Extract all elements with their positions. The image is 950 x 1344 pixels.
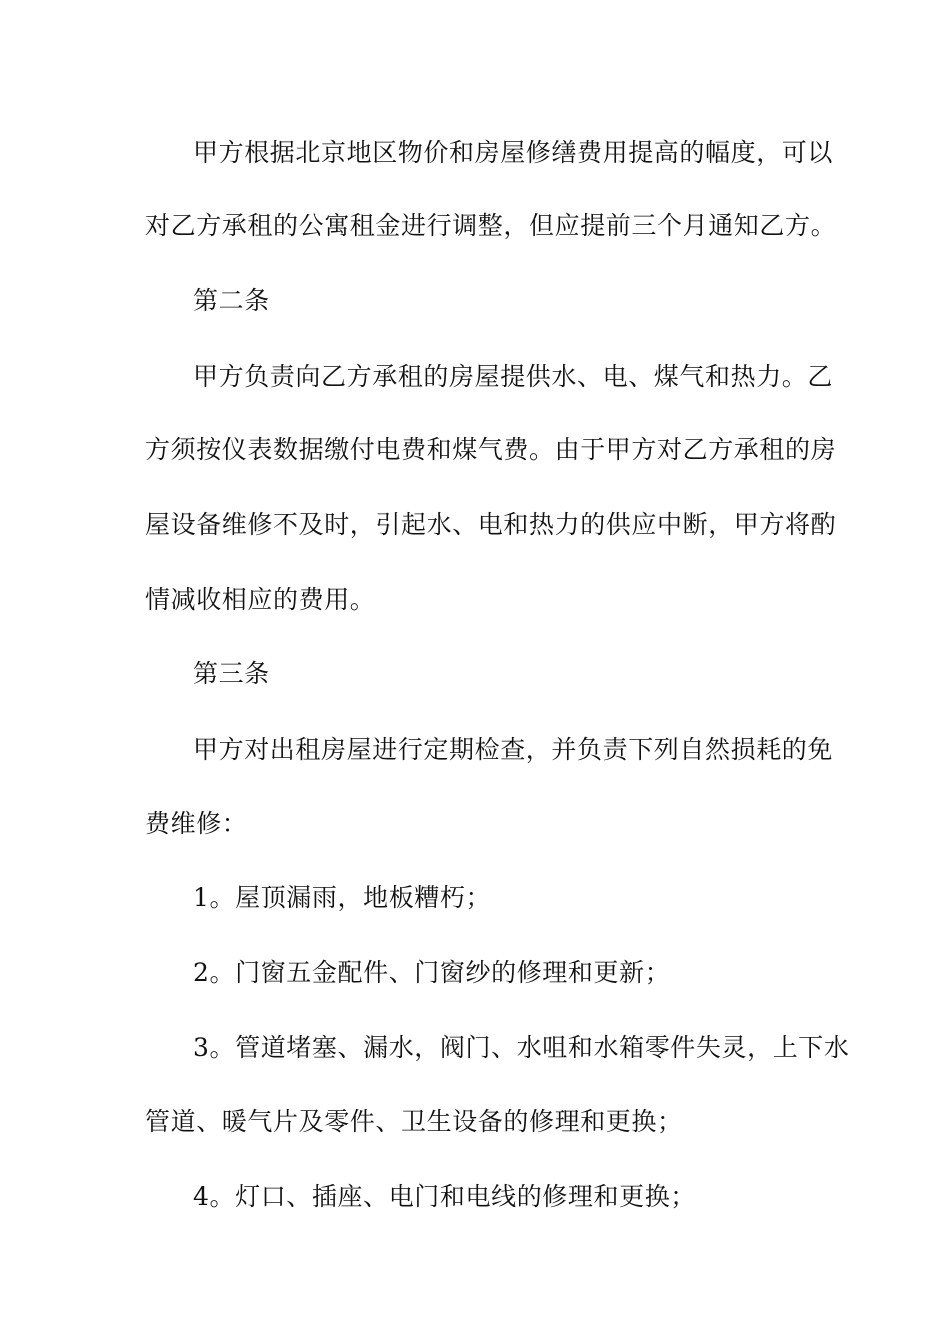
list-item-1: 1。屋顶漏雨，地板糟朽； <box>193 883 492 912</box>
paragraph-utilities-line-3: 屋设备维修不及时，引起水、电和热力的供应中断，甲方将酌 <box>145 510 837 539</box>
list-item-2: 2。门窗五金配件、门窗纱的修理和更新； <box>193 958 671 987</box>
list-item-3-line-1: 3。管道堵塞、漏水，阀门、水咀和水箱零件失灵，上下水 <box>193 1033 850 1062</box>
paragraph-maintenance-line-2: 费维修： <box>145 809 248 838</box>
article-heading-3: 第三条 <box>193 659 270 688</box>
paragraph-maintenance-line-1: 甲方对出租房屋进行定期检查，并负责下列自然损耗的免 <box>193 735 834 764</box>
paragraph-utilities-line-1: 甲方负责向乙方承租的房屋提供水、电、煤气和热力。乙 <box>193 362 834 391</box>
list-item-4: 4。灯口、插座、电门和电线的修理和更换； <box>193 1182 696 1211</box>
paragraph-rent-adjustment-line-1: 甲方根据北京地区物价和房屋修缮费用提高的幅度，可以 <box>193 138 834 167</box>
paragraph-utilities-line-4: 情减收相应的费用。 <box>145 585 376 614</box>
article-heading-2: 第二条 <box>193 286 270 315</box>
paragraph-utilities-line-2: 方须按仪表数据缴付电费和煤气费。由于甲方对乙方承租的房 <box>145 435 837 464</box>
paragraph-rent-adjustment-line-2: 对乙方承租的公寓租金进行调整，但应提前三个月通知乙方。 <box>145 211 837 240</box>
list-item-3-line-2: 管道、暖气片及零件、卫生设备的修理和更换； <box>145 1107 683 1136</box>
